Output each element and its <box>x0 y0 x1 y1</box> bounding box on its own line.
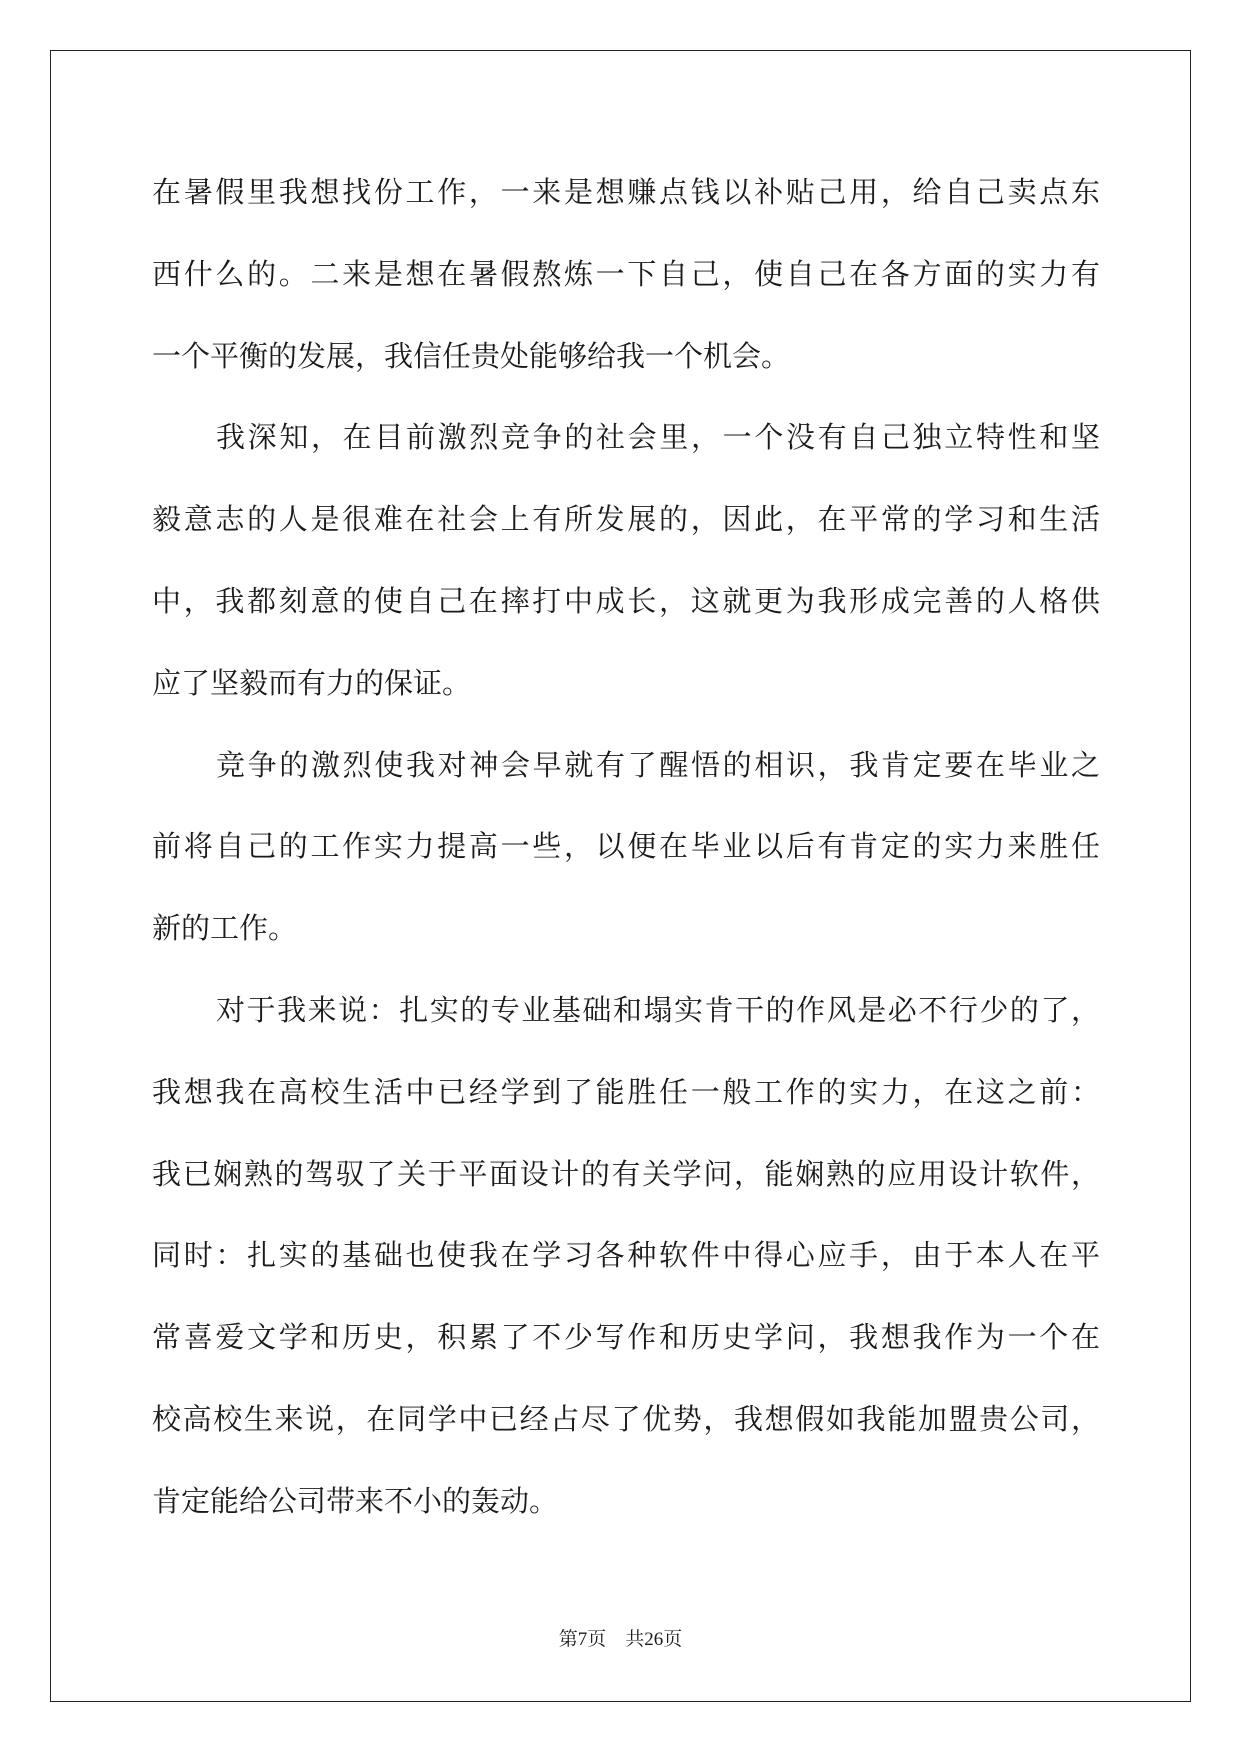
text-line: 毅意志的人是很难在社会上有所发展的，因此，在平常的学习和生活 <box>152 502 1100 537</box>
text-line: 常喜爱文学和历史，积累了不少写作和历史学问，我想我作为一个在 <box>152 1320 1100 1355</box>
text-line: 西什么的。二来是想在暑假熬炼一下自己，使自己在各方面的实力有 <box>152 256 1100 291</box>
text-line: 我深知，在目前激烈竞争的社会里，一个没有自己独立特性和坚 <box>216 420 1100 455</box>
page-number: 第7页 <box>558 1629 607 1650</box>
text-line: 竞争的激烈使我对神会早就有了醒悟的相识，我肯定要在毕业之 <box>216 747 1100 782</box>
text-line: 我已娴熟的驾驭了关于平面设计的有关学问，能娴熟的应用设计软件， <box>152 1156 1100 1191</box>
text-line: 中，我都刻意的使自己在摔打中成长，这就更为我形成完善的人格供 <box>152 583 1100 618</box>
text-line: 应了坚毅而有力的保证。 <box>152 665 472 700</box>
document-body <box>152 152 1100 1543</box>
text-line: 前将自己的工作实力提高一些，以便在毕业以后有肯定的实力来胜任 <box>152 829 1100 864</box>
text-line: 对于我来说：扎实的专业基础和塌实肯干的作风是必不行少的了， <box>216 992 1100 1027</box>
text-line: 在暑假里我想找份工作，一来是想赚点钱以补贴己用，给自己卖点东 <box>152 175 1100 209</box>
text-line: 肯定能给公司带来不小的轰动。 <box>152 1483 559 1518</box>
text-line: 校高校生来说，在同学中已经占尽了优势，我想假如我能加盟贵公司， <box>152 1401 1100 1436</box>
text-line: 一个平衡的发展，我信任贵处能够给我一个机会。 <box>152 338 791 373</box>
text-line: 我想我在高校生活中已经学到了能胜任一般工作的实力，在这之前： <box>152 1074 1100 1109</box>
text-line: 同时：扎实的基础也使我在学习各种软件中得心应手，由于本人在平 <box>152 1238 1100 1273</box>
text-line: 新的工作。 <box>152 911 298 946</box>
page-total: 共26页 <box>625 1629 683 1650</box>
page-footer <box>0 1624 1241 1651</box>
